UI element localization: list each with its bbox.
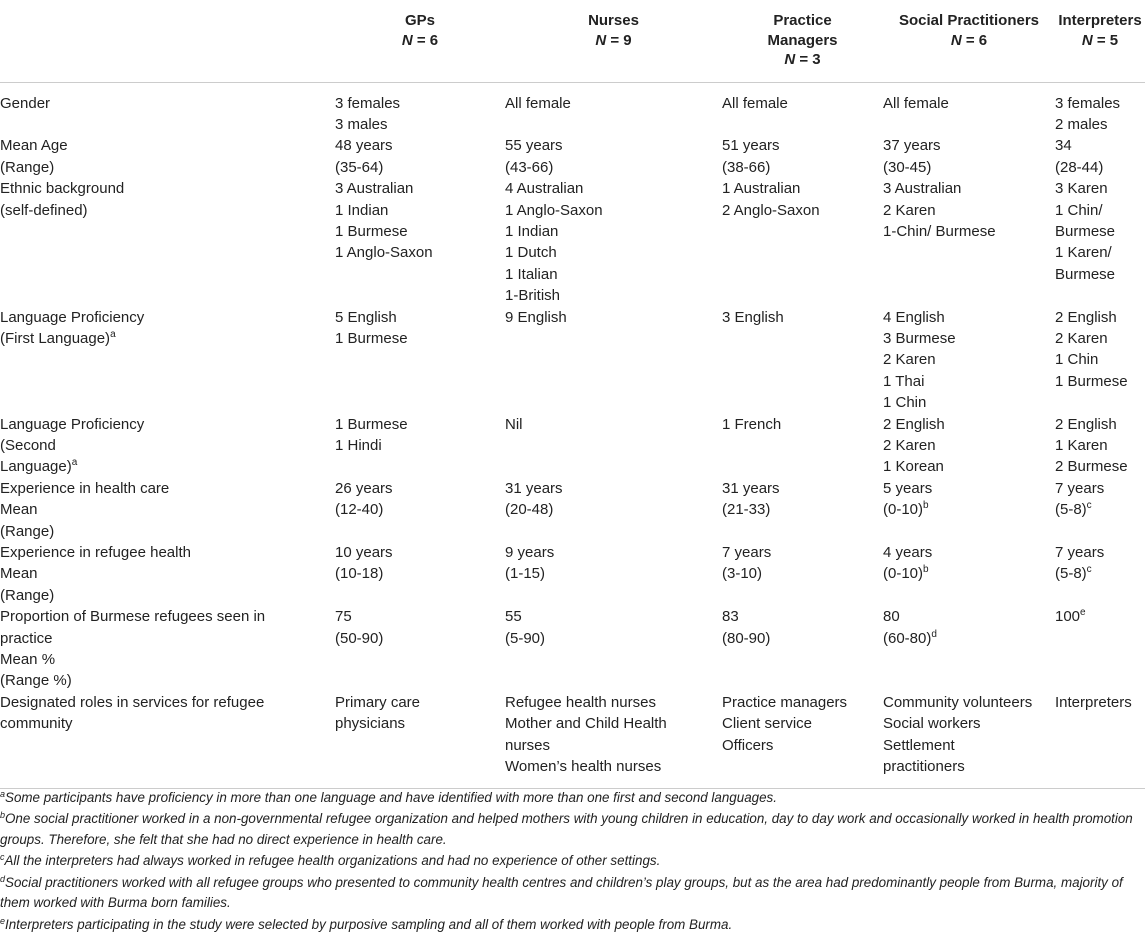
n-symbol: N — [595, 31, 607, 49]
cell-line: Mother and Child Health — [505, 715, 667, 733]
cell-line: 48 years — [335, 137, 393, 155]
row-label-line: (Range %) — [0, 672, 72, 690]
table-row — [0, 414, 1145, 478]
column-header — [722, 0, 883, 82]
row-label-line: Gender — [0, 94, 51, 112]
cell-line: 5 years — [883, 479, 933, 497]
cell-line: 4 years — [883, 544, 933, 562]
cell-line: 34 — [1055, 137, 1072, 155]
cell-line: Burmese — [1055, 265, 1116, 283]
cell-line: 4 Australian — [505, 180, 584, 198]
cell-line: 2 Karen — [1055, 329, 1108, 347]
cell-line: 1 Burmese — [335, 415, 408, 433]
cell-line: 2 English — [1055, 415, 1117, 433]
cell-line: Client service — [722, 715, 813, 733]
cell-line: 75 — [335, 608, 352, 626]
table-cell — [722, 178, 883, 306]
cell-line: $(0-10)^b$ — [883, 500, 929, 519]
cell-line: 55 years — [505, 137, 563, 155]
column-header — [335, 0, 505, 82]
column-title: Social Practitioners — [898, 12, 1040, 29]
column-count: N = 9 — [595, 31, 632, 49]
row-label-line: (First Language)$^a$ — [0, 328, 116, 347]
cell-line: (30-45) — [883, 158, 932, 176]
table-cell — [1055, 692, 1145, 788]
cell-line: (5-90) — [505, 629, 546, 647]
cell-line: physicians — [335, 715, 406, 733]
cell-line: 80 — [883, 608, 900, 626]
column-header — [505, 0, 722, 82]
cell-line: 2 English — [1055, 308, 1117, 326]
table-cell — [883, 82, 1055, 135]
footnote-marker: b — [923, 500, 929, 512]
footnote-mark: e — [0, 915, 6, 926]
footnote-text: Some participants have proficiency in more than one language and have identified with more than one first and second languages. — [5, 790, 777, 805]
table-cell — [722, 307, 883, 414]
table-cell — [335, 478, 505, 542]
table-row — [0, 82, 1145, 135]
row-label-line: Experience in refugee health — [0, 544, 191, 562]
cell-line: Primary care — [335, 693, 421, 711]
row-label-line: Mean — [0, 565, 38, 583]
table-cell — [335, 82, 505, 135]
cell-line: (28-44) — [1055, 158, 1104, 176]
column-title: Practice Managers — [767, 12, 838, 49]
table-cell — [1055, 135, 1145, 178]
row-label-line: Designated roles in services for refugee community — [0, 693, 265, 733]
footnote-text: Social practitioners worked with all refugee groups who presented to community health centres and children’s play groups, but as the area had predominantly people from Burma, majority of them worked with Burma born families. — [0, 874, 1123, 911]
n-symbol: N — [784, 51, 796, 68]
cell-line: 3 Karen — [1055, 180, 1108, 198]
cell-line: Officers — [722, 736, 774, 754]
cell-line: Burmese — [1055, 222, 1116, 240]
cell-line: 31 years — [505, 479, 563, 497]
cell-line: 1 Karen — [1055, 437, 1108, 454]
table-cell — [505, 178, 722, 306]
table-body — [0, 82, 1145, 788]
table-cell — [335, 135, 505, 178]
footnote-marker: c — [1086, 564, 1092, 576]
cell-line: 3 females — [335, 94, 401, 112]
row-label — [0, 414, 335, 478]
row-label-line: (Range) — [0, 522, 55, 540]
table-cell — [1055, 307, 1145, 414]
cell-line: 37 years — [883, 137, 941, 155]
n-symbol: N — [950, 31, 962, 49]
cell-line: 1 Burmese — [1055, 372, 1128, 390]
cell-line: $(60-80)^d$ — [883, 628, 937, 647]
table-cell — [1055, 82, 1145, 135]
table-cell — [335, 178, 505, 306]
cell-line: 1 Thai — [883, 372, 925, 390]
footnote-marker: d — [931, 628, 937, 640]
cell-line: All female — [505, 94, 571, 112]
column-count: N = 6 — [401, 31, 439, 49]
table-footnotes — [0, 788, 1145, 936]
table-cell — [722, 478, 883, 542]
table-cell — [1055, 542, 1145, 606]
table-cell — [505, 692, 722, 788]
row-label-line: (Second — [0, 437, 56, 454]
row-label-line: (Range) — [0, 586, 55, 604]
cell-line: (1-15) — [505, 565, 546, 583]
cell-line: 7 years — [1055, 544, 1105, 562]
table-cell — [335, 692, 505, 788]
table-row — [0, 307, 1145, 414]
table-cell — [722, 414, 883, 478]
footnote — [0, 809, 1145, 851]
cell-line: 1 Chin/ — [1055, 201, 1103, 219]
cell-line: All female — [883, 94, 949, 112]
cell-line: 3 English — [722, 308, 784, 326]
cell-line: (10-18) — [335, 565, 384, 583]
column-header — [883, 0, 1055, 82]
footnote-text: Interpreters participating in the study were selected by purposive sampling and all of them worked with people from Burma. — [5, 916, 733, 932]
cell-line: 1 Australian — [722, 180, 801, 198]
table-cell — [505, 82, 722, 135]
cell-line: Women’s health nurses — [505, 758, 662, 776]
n-symbol: N — [401, 31, 413, 49]
cell-line: 2 Burmese — [1055, 458, 1128, 476]
row-label-line: Mean Age — [0, 137, 68, 155]
footnote-marker: a — [110, 328, 116, 340]
cell-line: (20-48) — [505, 501, 554, 519]
table-row — [0, 478, 1145, 542]
cell-line: $(0-10)^b$ — [883, 564, 929, 583]
n-symbol: N — [1081, 31, 1093, 49]
cell-line: (21-33) — [722, 501, 771, 519]
cell-line: 1 Italian — [505, 265, 558, 283]
cell-line: 3 Burmese — [883, 329, 956, 347]
footnote-mark: c — [0, 852, 5, 863]
row-label-line: Language Proficiency — [0, 415, 145, 433]
column-header — [0, 0, 335, 82]
cell-line: Refugee health nurses — [505, 693, 656, 711]
footnote-marker: c — [1086, 500, 1092, 512]
row-label-line: Proportion of Burmese refugees seen in practice — [0, 608, 266, 647]
cell-line: 2 English — [883, 415, 945, 433]
cell-line: 1 Hindi — [335, 437, 382, 454]
footnote-marker: e — [1080, 607, 1086, 619]
cell-line: 1-British — [505, 287, 561, 305]
cell-line: All female — [722, 94, 788, 112]
cell-line: 100e — [1055, 607, 1086, 626]
cell-line: 9 years — [505, 544, 555, 562]
column-count: N = 6 — [950, 31, 988, 49]
table-cell — [883, 478, 1055, 542]
table-cell — [722, 135, 883, 178]
cell-line: 1-Chin/ Burmese — [883, 222, 996, 240]
table-cell — [1055, 414, 1145, 478]
table-cell — [505, 542, 722, 606]
table-cell — [883, 307, 1055, 414]
cell-line: (3-10) — [722, 565, 763, 583]
cell-line: Practice managers — [722, 693, 848, 711]
cell-line: 1 French — [722, 415, 782, 433]
cell-line: 2 Anglo-Saxon — [722, 201, 820, 219]
table-row — [0, 606, 1145, 692]
cell-line: 1 Burmese — [335, 329, 408, 347]
column-title: GPs — [404, 12, 435, 29]
row-label — [0, 178, 335, 306]
cell-line: 4 English — [883, 308, 945, 326]
table-header-row — [0, 0, 1145, 82]
table-cell — [335, 606, 505, 692]
cell-line: (35-64) — [335, 158, 384, 176]
footnote-text: All the interpreters had always worked in refugee health organizations and had no experience of other settings. — [4, 853, 661, 869]
cell-line: 31 years — [722, 479, 780, 497]
table-cell — [505, 414, 722, 478]
footnote-mark: a — [0, 789, 6, 799]
footnote — [0, 915, 1145, 936]
table-cell — [1055, 478, 1145, 542]
cell-line: 5 English — [335, 308, 397, 326]
cell-line: 7 years — [722, 544, 772, 562]
footnote-marker: a — [71, 457, 78, 469]
column-count: N = 3 — [784, 51, 821, 68]
cell-line: 3 Australian — [883, 180, 962, 198]
cell-line: 26 years — [335, 479, 393, 497]
row-label-line: Mean % — [0, 651, 56, 669]
cell-line: 1 Burmese — [335, 222, 408, 240]
table-row — [0, 692, 1145, 788]
cell-line: Interpreters — [1055, 693, 1132, 711]
column-count: N = 5 — [1081, 31, 1119, 49]
row-label-line: Language Proficiency — [0, 308, 145, 326]
table-cell — [1055, 606, 1145, 692]
cell-line: 1 Chin — [1055, 351, 1099, 369]
table-cell — [335, 307, 505, 414]
cell-line: 9 English — [505, 308, 567, 326]
row-label — [0, 478, 335, 542]
table-cell — [505, 307, 722, 414]
row-label-line: (Range) — [0, 158, 55, 176]
cell-line: 1 Dutch — [505, 244, 557, 262]
cell-line: Community volunteers — [883, 693, 1033, 711]
cell-line: (43-66) — [505, 158, 554, 176]
row-label — [0, 692, 335, 788]
column-header — [1055, 0, 1145, 82]
cell-line: 1 Korean — [883, 458, 944, 476]
table-cell — [883, 542, 1055, 606]
cell-line: 1 Karen/ — [1055, 244, 1112, 262]
table-cell — [722, 82, 883, 135]
cell-line: (50-90) — [335, 629, 384, 647]
table-cell — [335, 414, 505, 478]
footnote — [0, 873, 1145, 915]
table-cell — [883, 692, 1055, 788]
cell-line: 3 Australian — [335, 180, 414, 198]
cell-line: 1 Anglo-Saxon — [505, 201, 603, 219]
table-cell — [722, 606, 883, 692]
cell-line: 2 males — [1055, 115, 1108, 133]
cell-line: practitioners — [883, 758, 965, 776]
cell-line: 7 years — [1055, 479, 1105, 497]
row-label-line: Ethnic background — [0, 180, 125, 198]
cell-line: 51 years — [722, 137, 780, 155]
table-cell — [1055, 178, 1145, 306]
footnote-mark: d — [0, 873, 6, 884]
column-title: Interpreters — [1058, 12, 1142, 29]
row-label-line: Mean — [0, 501, 38, 519]
cell-line: 3 females — [1055, 94, 1121, 112]
row-label-line: (self-defined) — [0, 201, 88, 219]
cell-line: 2 Karen — [883, 201, 936, 219]
cell-line: 1 Indian — [335, 201, 389, 219]
cell-line: (80-90) — [722, 629, 771, 647]
cell-line: 1 Indian — [505, 222, 559, 240]
cell-line: Settlement — [883, 736, 955, 754]
table-row — [0, 178, 1145, 306]
table-cell — [335, 542, 505, 606]
footnote-mark: b — [0, 810, 6, 821]
table-cell — [883, 135, 1055, 178]
footnote-marker: b — [923, 564, 929, 576]
row-label — [0, 82, 335, 135]
cell-line: 83 — [722, 608, 739, 626]
cell-line: (38-66) — [722, 158, 771, 176]
cell-line: 2 Karen — [883, 437, 936, 454]
table-cell — [883, 414, 1055, 478]
cell-line: (12-40) — [335, 501, 384, 519]
row-label — [0, 542, 335, 606]
table-row — [0, 135, 1145, 178]
table-cell — [883, 606, 1055, 692]
cell-line: 1 Anglo-Saxon — [335, 244, 433, 262]
row-label — [0, 606, 335, 692]
footnote — [0, 851, 1145, 872]
cell-line: Nil — [505, 415, 523, 433]
cell-line: $(5-8)^c$ — [1055, 564, 1092, 583]
cell-line: 10 years — [335, 544, 393, 562]
row-label — [0, 135, 335, 178]
row-label — [0, 307, 335, 414]
cell-line: $(5-8)^c$ — [1055, 500, 1092, 519]
table-cell — [505, 135, 722, 178]
footnote-text: One social practitioner worked in a non-governmental refugee organization and helped mothers with young children in education, day to day work and occasionally worked in health promotion groups. Therefore, she felt that she had no direct experience in health care. — [0, 811, 1133, 848]
table-cell — [722, 542, 883, 606]
row-label-line: Experience in health care — [0, 479, 170, 497]
row-label-line: Language)$^a$ — [0, 457, 78, 476]
cell-line: nurses — [505, 736, 551, 754]
cell-line: 1 Chin — [883, 394, 927, 412]
cell-line: Social workers — [883, 715, 981, 733]
table-cell — [883, 178, 1055, 306]
footnote — [0, 788, 1145, 809]
table-cell — [505, 478, 722, 542]
cell-line: 3 males — [335, 115, 388, 133]
column-title: Nurses — [588, 12, 639, 29]
cell-line: 55 — [505, 608, 522, 626]
cell-line: 2 Karen — [883, 351, 936, 369]
table-cell — [505, 606, 722, 692]
table-cell — [722, 692, 883, 788]
table-row — [0, 542, 1145, 606]
